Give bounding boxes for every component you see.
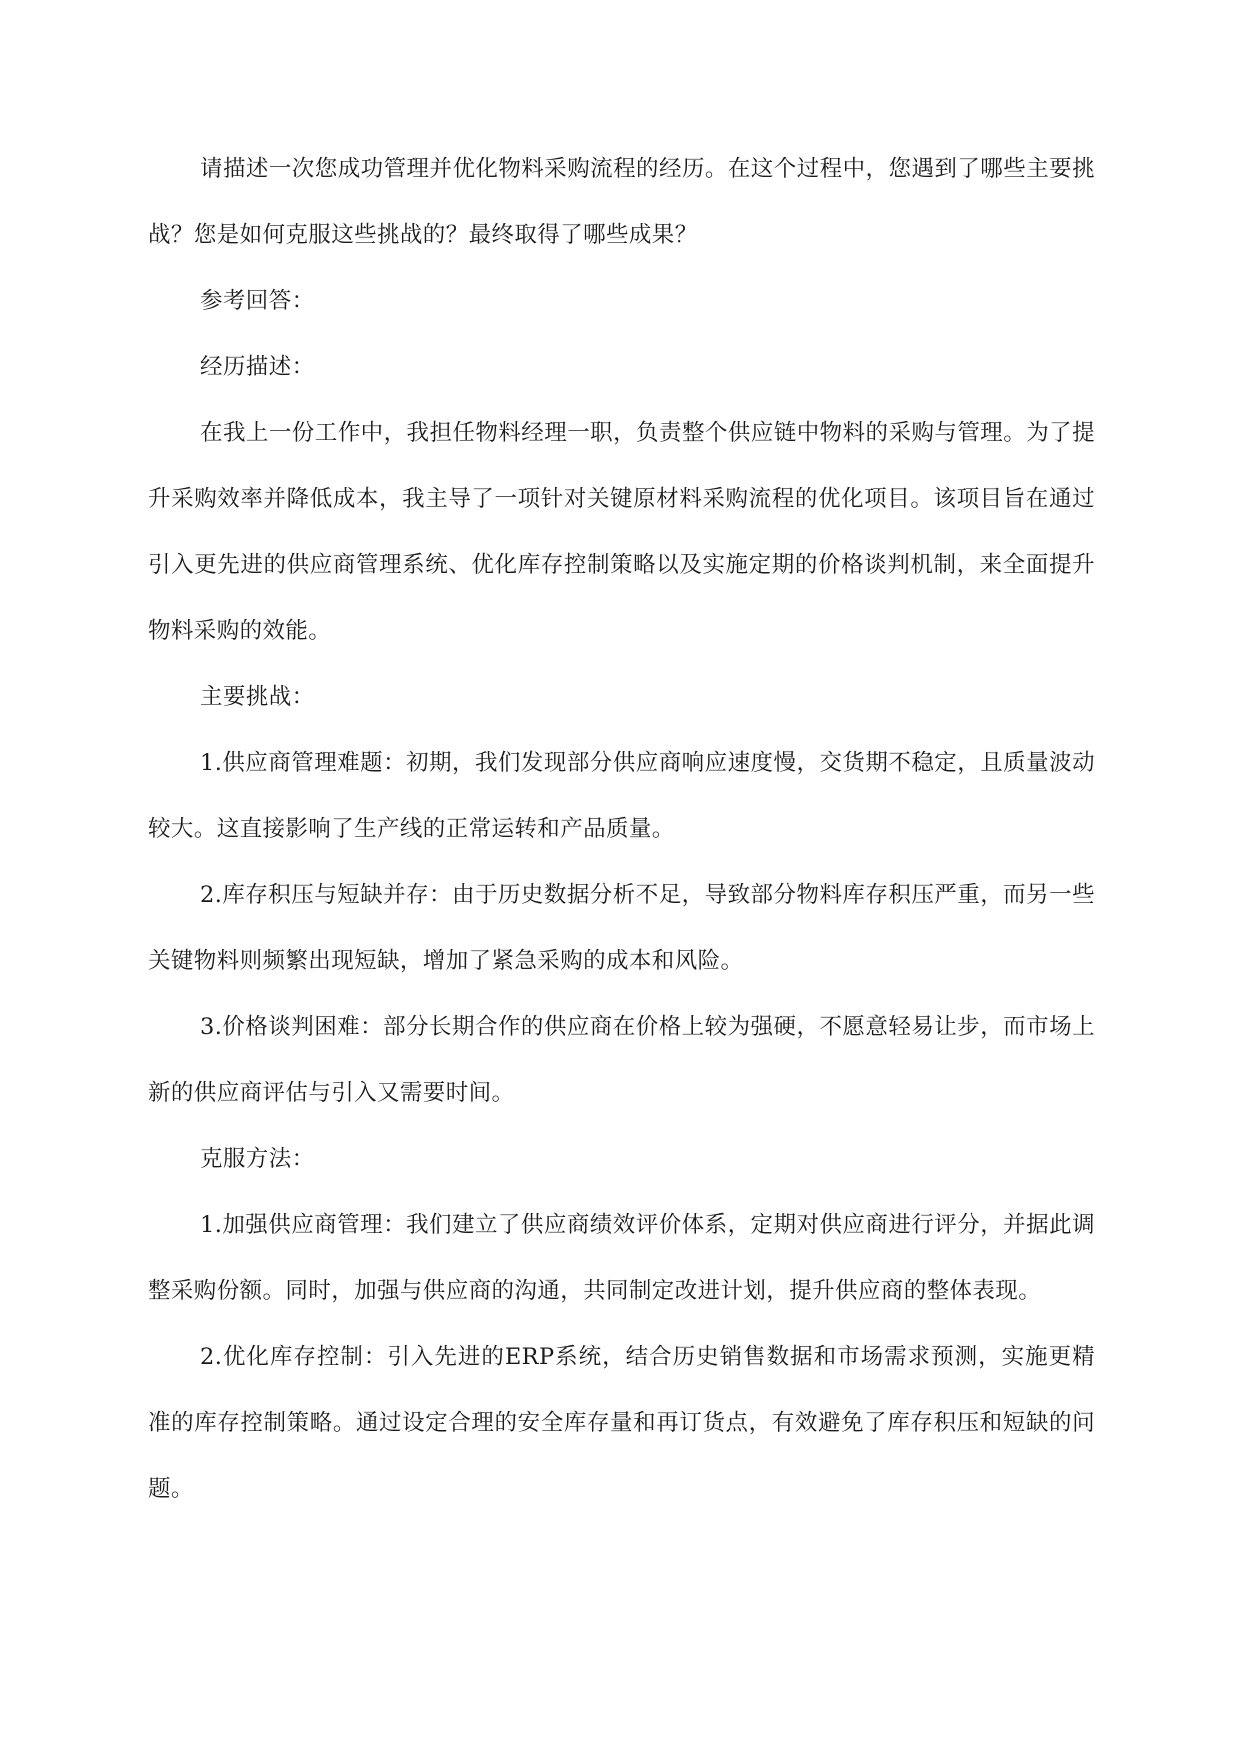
method-item-1: 1.加强供应商管理：我们建立了供应商绩效评价体系，定期对供应商进行评分，并据此调整采购份额。同时，加强与供应商的沟通，共同制定改进计划，提升供应商的整体表现。 xyxy=(148,1212,1095,1304)
document-page xyxy=(148,136,1095,1522)
challenge-item-1: 1.供应商管理难题：初期，我们发现部分供应商响应速度慢，交货期不稳定，且质量波动较大。这直接影响了生产线的正常运转和产品质量。 xyxy=(148,750,1095,842)
methods-heading: 克服方法： xyxy=(200,1146,315,1172)
question-paragraph: 请描述一次您成功管理并优化物料采购流程的经历。在这个过程中，您遇到了哪些主要挑战？您是如何克服这些挑战的？最终取得了哪些成果？ xyxy=(148,156,1095,248)
reference-answer-heading: 参考回答： xyxy=(200,288,315,314)
challenges-heading: 主要挑战： xyxy=(200,684,315,710)
challenge-item-2: 2.库存积压与短缺并存：由于历史数据分析不足，导致部分物料库存积压严重，而另一些关键物料则频繁出现短缺，增加了紧急采购的成本和风险。 xyxy=(148,882,1095,974)
experience-paragraph: 在我上一份工作中，我担任物料经理一职，负责整个供应链中物料的采购与管理。为了提升采购效率并降低成本，我主导了一项针对关键原材料采购流程的优化项目。该项目旨在通过引入更先进的供应商管理系统、优化库存控制策略以及实施定期的价格谈判机制，来全面提升物料采购的效能。 xyxy=(148,420,1095,644)
challenge-item-3: 3.价格谈判困难：部分长期合作的供应商在价格上较为强硬，不愿意轻易让步，而市场上新的供应商评估与引入又需要时间。 xyxy=(148,1014,1095,1106)
method-item-2: 2.优化库存控制：引入先进的ERP系统，结合历史销售数据和市场需求预测，实施更精准的库存控制策略。通过设定合理的安全库存量和再订货点，有效避免了库存积压和短缺的问题。 xyxy=(148,1344,1095,1502)
experience-heading: 经历描述： xyxy=(200,354,315,380)
